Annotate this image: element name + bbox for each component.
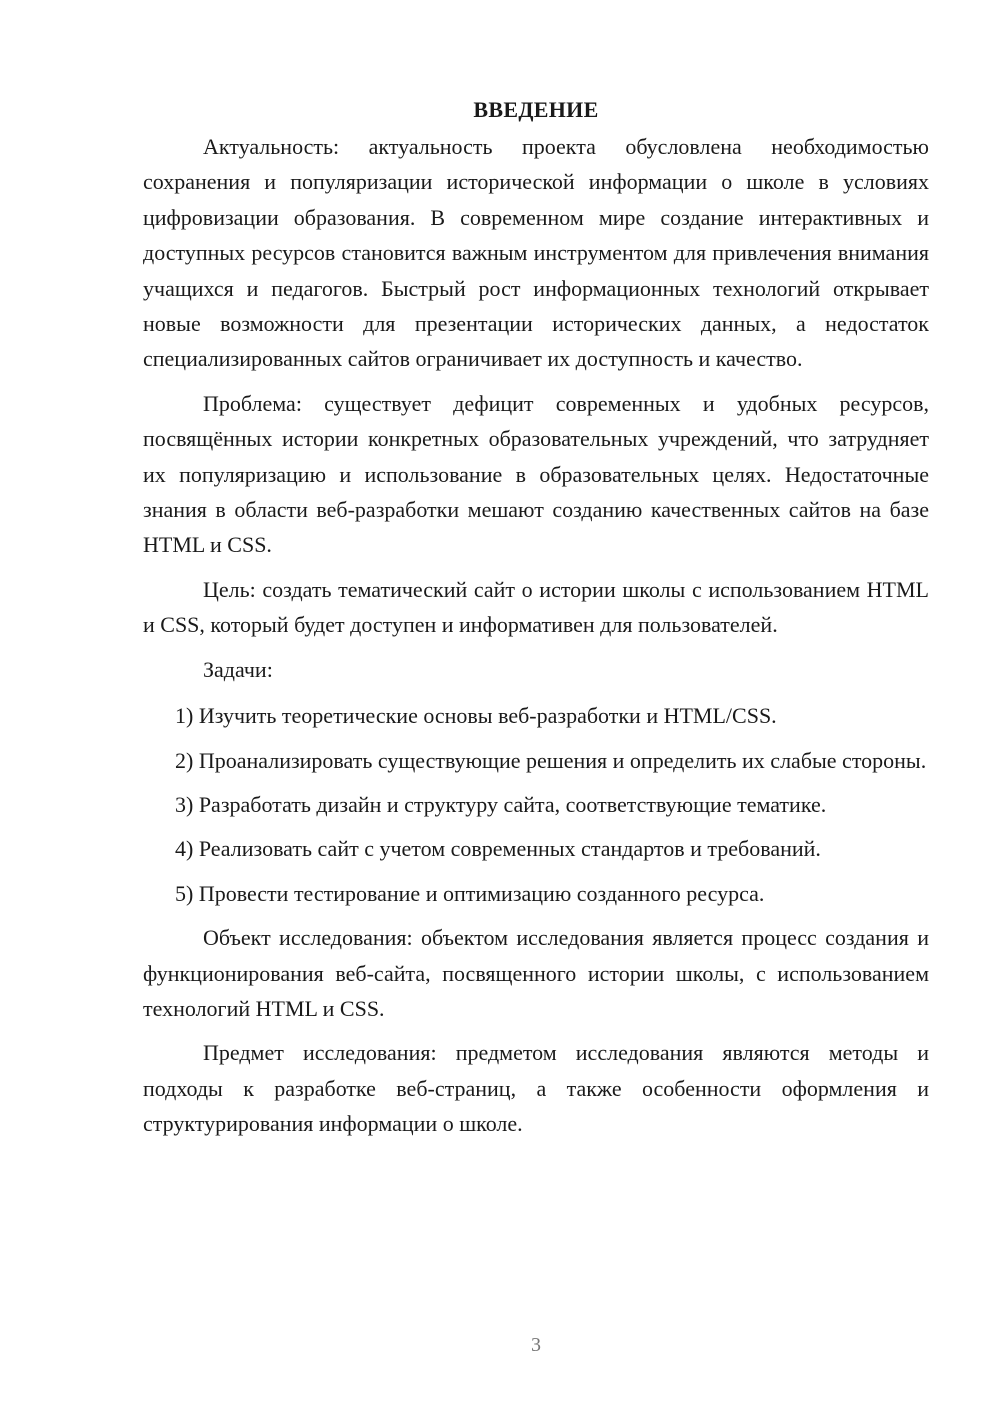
tasks-heading: Задачи: (203, 656, 273, 682)
task-item-5: 5) Провести тестирование и оптимизацию созданного ресурса. (175, 880, 765, 906)
problem-paragraph: Проблема: существует дефицит современных и удобных ресурсов, посвящённых истории конкретных образовательных учреждений, что затрудняет их популяризацию и использование в образовательных целях. Недостаточные знания в области веб-разработки мешают созданию качественных сайтов на базе HTML и CSS. (143, 390, 929, 558)
task-item-2: 2) Проанализировать существующие решения и определить их слабые стороны. (175, 747, 927, 773)
task-item-1: 1) Изучить теоретические основы веб-разработки и HTML/CSS. (175, 703, 777, 729)
goal-paragraph: Цель: создать тематический сайт о истории школы с использованием HTML и CSS, который будет доступен и информативен для пользователей. (143, 576, 929, 638)
page-number: 3 (531, 1334, 541, 1356)
task-item-4: 4) Реализовать сайт с учетом современных стандартов и требований. (175, 836, 821, 862)
relevance-paragraph: Актуальность: актуальность проекта обусловлена необходимостью сохранения и популяризации исторической информации о школе в условиях цифровизации образования. В современном мире создание интерактивных и доступных ресурсов становится важным инструментом для привлечения внимания учащихся и педагогов. Быстрый рост информационных технологий открывает новые возможности для презентации исторических данных, а недостаток специализированных сайтов ограничивает их доступность и качество. (143, 134, 929, 372)
task-item-3: 3) Разработать дизайн и структуру сайта, соответствующие тематике. (175, 791, 827, 817)
research-subject-paragraph: Предмет исследования: предметом исследования являются методы и подходы к разработке веб-страниц, а также особенности оформления и структурирования информации о школе. (143, 1040, 929, 1137)
page-title: ВВЕДЕНИЕ (473, 97, 599, 122)
page-content (143, 92, 929, 1151)
research-object-paragraph: Объект исследования: объектом исследования является процесс создания и функционирования веб-сайта, посвященного истории школы, с использованием технологий HTML и CSS. (143, 925, 929, 1021)
